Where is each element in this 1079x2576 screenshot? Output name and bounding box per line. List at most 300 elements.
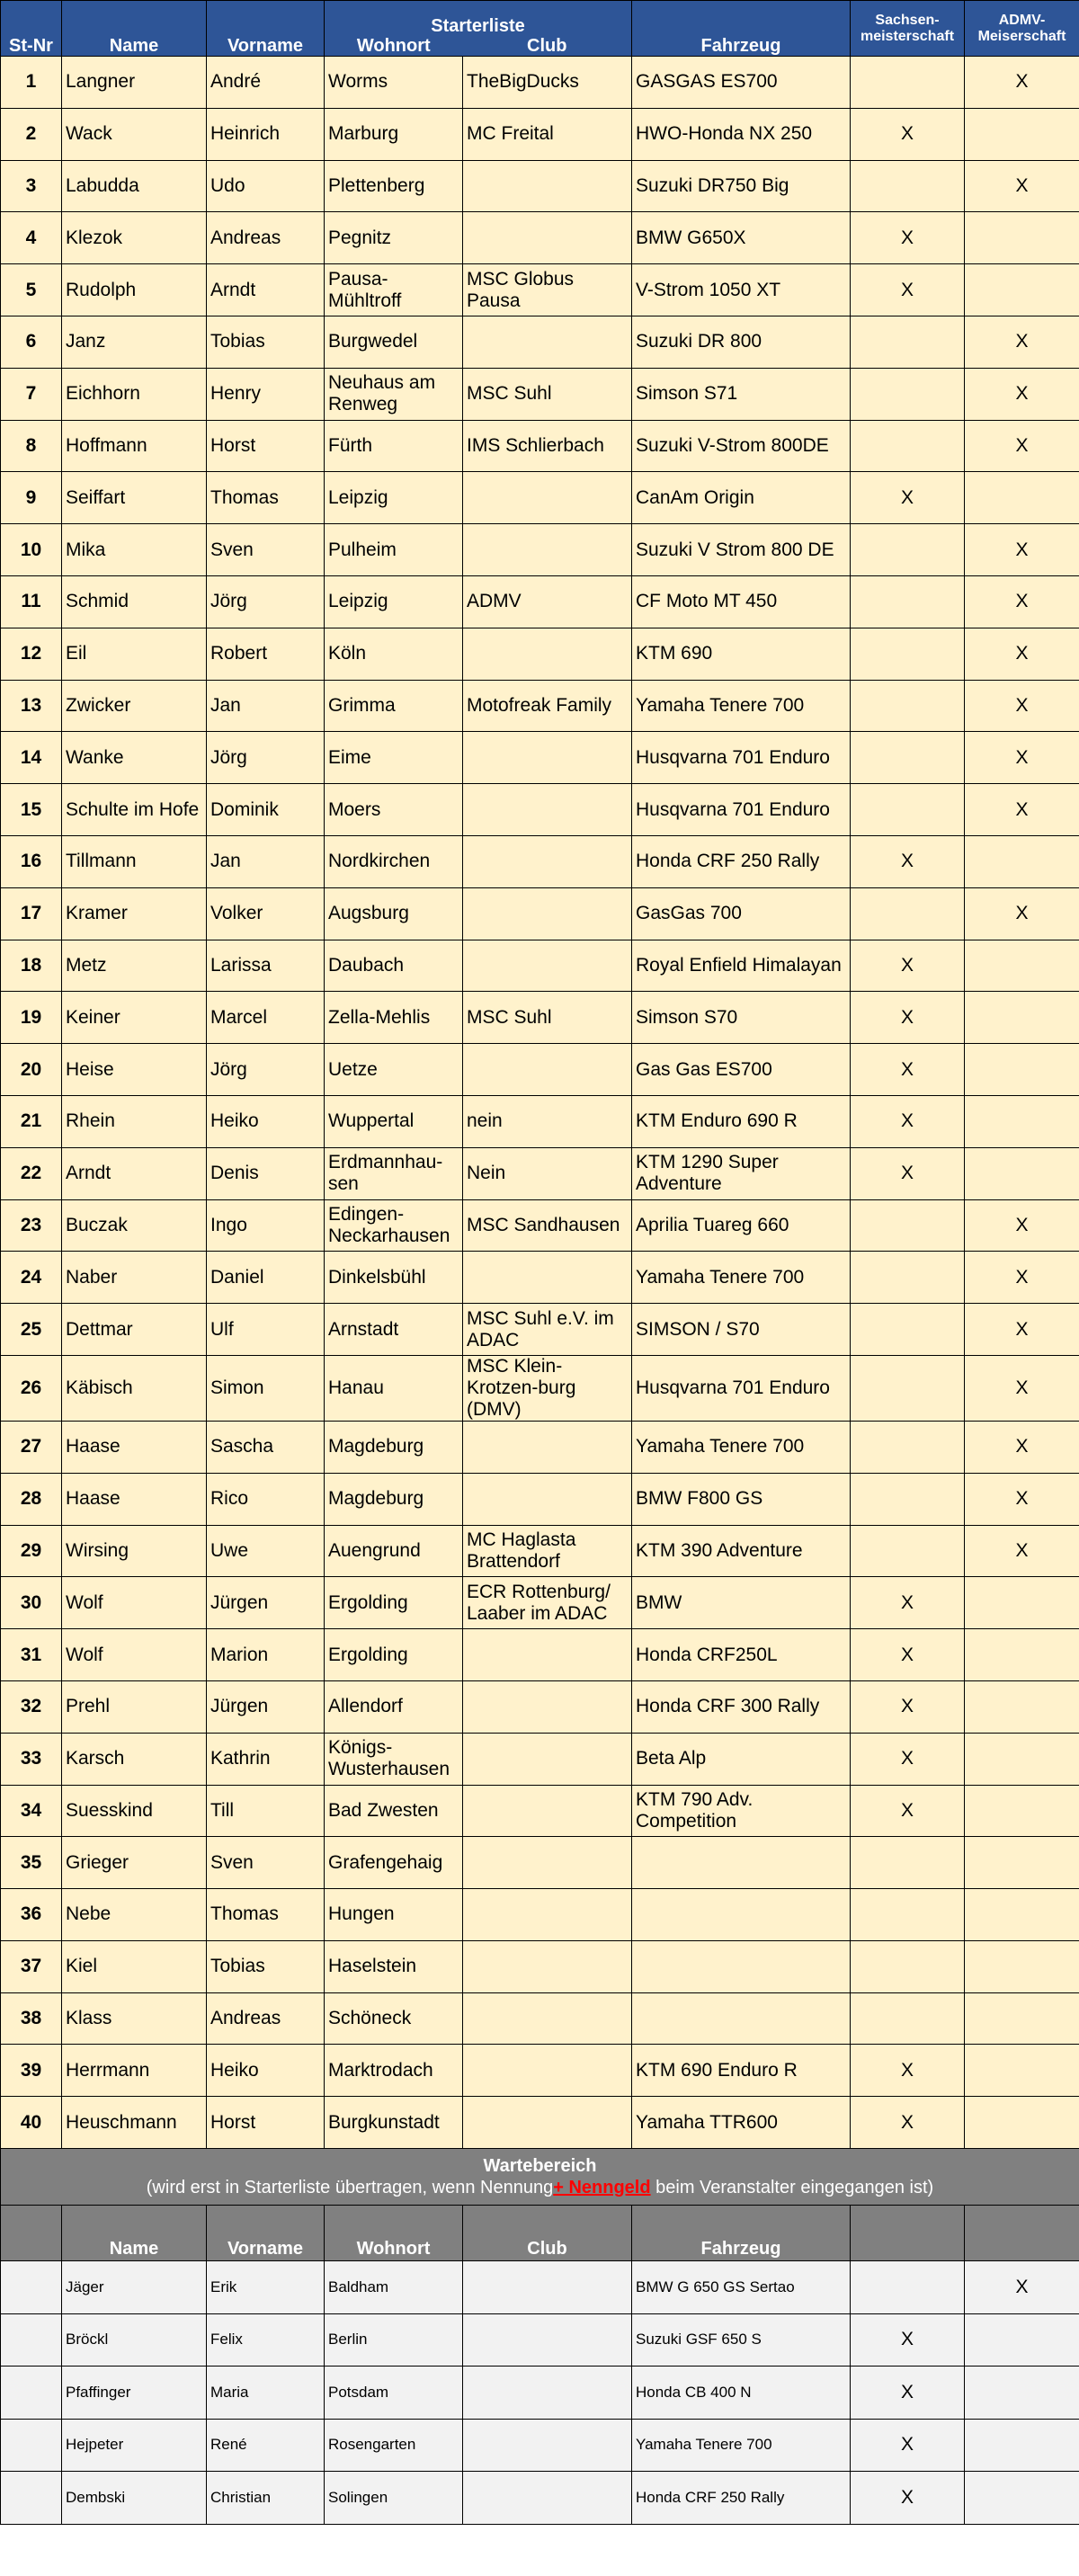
- cell-club[interactable]: [463, 2367, 632, 2420]
- cell-wohnort[interactable]: Pegnitz: [325, 212, 463, 264]
- cell-fahrzeug[interactable]: Aprilia Tuareg 660: [632, 1199, 851, 1252]
- waiting-col-vorname[interactable]: Vorname: [207, 2206, 325, 2261]
- cell-admv[interactable]: [965, 2313, 1079, 2367]
- cell-sachsen[interactable]: [851, 1355, 965, 1421]
- cell-wohnort[interactable]: Baldham: [325, 2261, 463, 2314]
- cell-fahrzeug[interactable]: Suzuki V Strom 800 DE: [632, 524, 851, 576]
- cell-wohnort[interactable]: Burgwedel: [325, 316, 463, 368]
- cell-club[interactable]: [463, 1680, 632, 1733]
- cell-vorname[interactable]: Marion: [207, 1629, 325, 1681]
- cell-club[interactable]: MC Haglasta Brattendorf: [463, 1525, 632, 1577]
- starter-row[interactable]: [1, 1577, 1079, 1629]
- cell-vorname[interactable]: Marcel: [207, 992, 325, 1044]
- starter-row[interactable]: [1, 57, 1079, 109]
- cell-wohnort[interactable]: Haselstein: [325, 1940, 463, 1992]
- cell-nr[interactable]: 17: [1, 887, 62, 940]
- starter-row[interactable]: [1, 1355, 1079, 1421]
- cell-club[interactable]: IMS Schlierbach: [463, 420, 632, 472]
- cell-fahrzeug[interactable]: Honda CRF 300 Rally: [632, 1680, 851, 1733]
- cell-fahrzeug[interactable]: Yamaha TTR600: [632, 2097, 851, 2149]
- cell-wohnort[interactable]: Solingen: [325, 2472, 463, 2525]
- starter-row[interactable]: [1, 2045, 1079, 2097]
- starter-row[interactable]: [1, 1837, 1079, 1889]
- cell-club[interactable]: nein: [463, 1095, 632, 1147]
- cell-name[interactable]: Dembski: [62, 2472, 207, 2525]
- cell-club[interactable]: [463, 212, 632, 264]
- cell-admv[interactable]: [965, 1785, 1079, 1837]
- cell-vorname[interactable]: Jürgen: [207, 1577, 325, 1629]
- cell-vorname[interactable]: André: [207, 57, 325, 109]
- cell-sachsen[interactable]: [851, 1473, 965, 1525]
- cell-nr[interactable]: 23: [1, 1199, 62, 1252]
- cell-club[interactable]: [463, 1940, 632, 1992]
- cell-admv[interactable]: [965, 1147, 1079, 1199]
- cell-vorname[interactable]: Larissa: [207, 940, 325, 992]
- cell-nr[interactable]: 5: [1, 264, 62, 316]
- cell-club[interactable]: [463, 732, 632, 784]
- cell-fahrzeug[interactable]: [632, 1889, 851, 1941]
- cell-club[interactable]: [463, 1044, 632, 1096]
- cell-admv[interactable]: X: [965, 524, 1079, 576]
- cell-sachsen[interactable]: X: [851, 1095, 965, 1147]
- cell-vorname[interactable]: Denis: [207, 1147, 325, 1199]
- cell-club[interactable]: [463, 1421, 632, 1473]
- waiting-col-fahrzeug[interactable]: Fahrzeug: [632, 2206, 851, 2261]
- cell-sachsen[interactable]: [851, 2261, 965, 2314]
- cell-name[interactable]: Karsch: [62, 1733, 207, 1785]
- cell-fahrzeug[interactable]: Husqvarna 701 Enduro: [632, 784, 851, 836]
- waiting-row[interactable]: [1, 2367, 1079, 2420]
- cell-wohnort[interactable]: Allendorf: [325, 1680, 463, 1733]
- starter-row[interactable]: [1, 212, 1079, 264]
- cell-wohnort[interactable]: Marktrodach: [325, 2045, 463, 2097]
- cell-vorname[interactable]: Sven: [207, 1837, 325, 1889]
- cell-wohnort[interactable]: Grimma: [325, 680, 463, 732]
- cell-admv[interactable]: [965, 1733, 1079, 1785]
- cell-fahrzeug[interactable]: Suzuki DR750 Big: [632, 160, 851, 212]
- cell-club[interactable]: [463, 1889, 632, 1941]
- cell-club[interactable]: MSC Suhl: [463, 368, 632, 420]
- cell-name[interactable]: Eil: [62, 628, 207, 680]
- cell-club[interactable]: [463, 835, 632, 887]
- cell-vorname[interactable]: Horst: [207, 420, 325, 472]
- cell-sachsen[interactable]: [851, 1304, 965, 1356]
- cell-wohnort[interactable]: Leipzig: [325, 575, 463, 628]
- cell-vorname[interactable]: Ingo: [207, 1199, 325, 1252]
- cell-name[interactable]: Rhein: [62, 1095, 207, 1147]
- starter-row[interactable]: [1, 1785, 1079, 1837]
- cell-name[interactable]: Wolf: [62, 1629, 207, 1681]
- cell-sachsen[interactable]: X: [851, 1733, 965, 1785]
- cell-name[interactable]: Wirsing: [62, 1525, 207, 1577]
- starter-row[interactable]: [1, 992, 1079, 1044]
- cell-name[interactable]: Eichhorn: [62, 368, 207, 420]
- cell-nr[interactable]: 22: [1, 1147, 62, 1199]
- cell-nr[interactable]: 36: [1, 1889, 62, 1941]
- cell-sachsen[interactable]: X: [851, 1680, 965, 1733]
- cell-nr[interactable]: 29: [1, 1525, 62, 1577]
- cell-vorname[interactable]: Heiko: [207, 1095, 325, 1147]
- cell-sachsen[interactable]: [851, 1889, 965, 1941]
- cell-nr[interactable]: 31: [1, 1629, 62, 1681]
- cell-name[interactable]: Prehl: [62, 1680, 207, 1733]
- cell-empty[interactable]: [1, 2472, 62, 2525]
- cell-fahrzeug[interactable]: [632, 1992, 851, 2045]
- cell-admv[interactable]: X: [965, 732, 1079, 784]
- cell-fahrzeug[interactable]: KTM 1290 Super Adventure: [632, 1147, 851, 1199]
- cell-fahrzeug[interactable]: CanAm Origin: [632, 472, 851, 524]
- cell-wohnort[interactable]: Leipzig: [325, 472, 463, 524]
- cell-wohnort[interactable]: Schöneck: [325, 1992, 463, 2045]
- cell-wohnort[interactable]: Uetze: [325, 1044, 463, 1096]
- cell-nr[interactable]: 15: [1, 784, 62, 836]
- cell-wohnort[interactable]: Burgkunstadt: [325, 2097, 463, 2149]
- cell-admv[interactable]: [965, 2097, 1079, 2149]
- waiting-row[interactable]: [1, 2419, 1079, 2472]
- cell-fahrzeug[interactable]: Suzuki V-Strom 800DE: [632, 420, 851, 472]
- cell-admv[interactable]: X: [965, 1473, 1079, 1525]
- starter-row[interactable]: [1, 1992, 1079, 2045]
- cell-wohnort[interactable]: Daubach: [325, 940, 463, 992]
- waiting-row[interactable]: [1, 2472, 1079, 2525]
- cell-sachsen[interactable]: [851, 575, 965, 628]
- col-header-admv[interactable]: ADMV-Meiserschaft: [965, 1, 1079, 57]
- cell-sachsen[interactable]: X: [851, 2045, 965, 2097]
- cell-nr[interactable]: 19: [1, 992, 62, 1044]
- cell-fahrzeug[interactable]: Simson S71: [632, 368, 851, 420]
- starter-row[interactable]: [1, 940, 1079, 992]
- cell-admv[interactable]: [965, 1577, 1079, 1629]
- starter-row[interactable]: [1, 887, 1079, 940]
- cell-admv[interactable]: X: [965, 2261, 1079, 2314]
- cell-name[interactable]: Nebe: [62, 1889, 207, 1941]
- cell-admv[interactable]: [965, 1940, 1079, 1992]
- starter-row[interactable]: [1, 784, 1079, 836]
- cell-admv[interactable]: X: [965, 368, 1079, 420]
- cell-vorname[interactable]: Jörg: [207, 575, 325, 628]
- cell-club[interactable]: [463, 1785, 632, 1837]
- cell-wohnort[interactable]: Pausa-Mühltroff: [325, 264, 463, 316]
- cell-fahrzeug[interactable]: GasGas 700: [632, 887, 851, 940]
- cell-nr[interactable]: 4: [1, 212, 62, 264]
- cell-wohnort[interactable]: Bad Zwesten: [325, 1785, 463, 1837]
- cell-sachsen[interactable]: [851, 160, 965, 212]
- cell-wohnort[interactable]: Ergolding: [325, 1629, 463, 1681]
- cell-vorname[interactable]: Jan: [207, 835, 325, 887]
- cell-wohnort[interactable]: Dinkelsbühl: [325, 1252, 463, 1304]
- cell-nr[interactable]: 8: [1, 420, 62, 472]
- cell-club[interactable]: [463, 524, 632, 576]
- cell-fahrzeug[interactable]: Gas Gas ES700: [632, 1044, 851, 1096]
- cell-name[interactable]: Schulte im Hofe: [62, 784, 207, 836]
- cell-nr[interactable]: 11: [1, 575, 62, 628]
- cell-fahrzeug[interactable]: SIMSON / S70: [632, 1304, 851, 1356]
- cell-sachsen[interactable]: X: [851, 2367, 965, 2420]
- cell-club[interactable]: Motofreak Family: [463, 680, 632, 732]
- cell-sachsen[interactable]: X: [851, 212, 965, 264]
- starter-row[interactable]: [1, 524, 1079, 576]
- starter-row[interactable]: [1, 160, 1079, 212]
- cell-club[interactable]: MSC Suhl: [463, 992, 632, 1044]
- waiting-row[interactable]: [1, 2313, 1079, 2367]
- cell-sachsen[interactable]: [851, 368, 965, 420]
- cell-admv[interactable]: X: [965, 57, 1079, 109]
- cell-sachsen[interactable]: [851, 732, 965, 784]
- cell-fahrzeug[interactable]: V-Strom 1050 XT: [632, 264, 851, 316]
- cell-vorname[interactable]: Horst: [207, 2097, 325, 2149]
- starter-row[interactable]: [1, 1940, 1079, 1992]
- cell-vorname[interactable]: Jörg: [207, 1044, 325, 1096]
- starter-row[interactable]: [1, 1889, 1079, 1941]
- cell-wohnort[interactable]: Hanau: [325, 1355, 463, 1421]
- cell-sachsen[interactable]: X: [851, 1785, 965, 1837]
- cell-name[interactable]: Heuschmann: [62, 2097, 207, 2149]
- cell-club[interactable]: [463, 2313, 632, 2367]
- cell-club[interactable]: TheBigDucks: [463, 57, 632, 109]
- cell-vorname[interactable]: René: [207, 2419, 325, 2472]
- cell-admv[interactable]: [965, 1889, 1079, 1941]
- cell-wohnort[interactable]: Berlin: [325, 2313, 463, 2367]
- cell-sachsen[interactable]: [851, 1940, 965, 1992]
- cell-empty[interactable]: [1, 2313, 62, 2367]
- cell-wohnort[interactable]: Fürth: [325, 420, 463, 472]
- cell-vorname[interactable]: Sven: [207, 524, 325, 576]
- cell-admv[interactable]: X: [965, 1252, 1079, 1304]
- cell-admv[interactable]: [965, 992, 1079, 1044]
- starter-row[interactable]: [1, 108, 1079, 160]
- cell-club[interactable]: [463, 160, 632, 212]
- cell-club[interactable]: MSC Globus Pausa: [463, 264, 632, 316]
- cell-vorname[interactable]: Jürgen: [207, 1680, 325, 1733]
- cell-name[interactable]: Bröckl: [62, 2313, 207, 2367]
- cell-fahrzeug[interactable]: GASGAS ES700: [632, 57, 851, 109]
- cell-name[interactable]: Langner: [62, 57, 207, 109]
- cell-sachsen[interactable]: X: [851, 1629, 965, 1681]
- cell-fahrzeug[interactable]: HWO-Honda NX 250: [632, 108, 851, 160]
- cell-wohnort[interactable]: Plettenberg: [325, 160, 463, 212]
- cell-nr[interactable]: 2: [1, 108, 62, 160]
- cell-fahrzeug[interactable]: Honda CRF 250 Rally: [632, 2472, 851, 2525]
- waiting-col-wohnort[interactable]: Wohnort: [325, 2206, 463, 2261]
- cell-name[interactable]: Suesskind: [62, 1785, 207, 1837]
- cell-vorname[interactable]: Dominik: [207, 784, 325, 836]
- cell-wohnort[interactable]: Zella-Mehlis: [325, 992, 463, 1044]
- cell-fahrzeug[interactable]: Simson S70: [632, 992, 851, 1044]
- cell-fahrzeug[interactable]: Suzuki DR 800: [632, 316, 851, 368]
- cell-vorname[interactable]: Heinrich: [207, 108, 325, 160]
- cell-club[interactable]: [463, 887, 632, 940]
- cell-name[interactable]: Kiel: [62, 1940, 207, 1992]
- cell-fahrzeug[interactable]: KTM 690 Enduro R: [632, 2045, 851, 2097]
- cell-name[interactable]: Hoffmann: [62, 420, 207, 472]
- cell-name[interactable]: Arndt: [62, 1147, 207, 1199]
- cell-nr[interactable]: 18: [1, 940, 62, 992]
- cell-name[interactable]: Naber: [62, 1252, 207, 1304]
- cell-sachsen[interactable]: X: [851, 940, 965, 992]
- cell-wohnort[interactable]: Hungen: [325, 1889, 463, 1941]
- cell-sachsen[interactable]: [851, 1992, 965, 2045]
- cell-vorname[interactable]: Rico: [207, 1473, 325, 1525]
- cell-vorname[interactable]: Felix: [207, 2313, 325, 2367]
- cell-sachsen[interactable]: X: [851, 1577, 965, 1629]
- cell-admv[interactable]: X: [965, 1525, 1079, 1577]
- cell-nr[interactable]: 40: [1, 2097, 62, 2149]
- cell-name[interactable]: Metz: [62, 940, 207, 992]
- cell-fahrzeug[interactable]: BMW G 650 GS Sertao: [632, 2261, 851, 2314]
- cell-sachsen[interactable]: [851, 524, 965, 576]
- cell-nr[interactable]: 7: [1, 368, 62, 420]
- cell-sachsen[interactable]: [851, 420, 965, 472]
- cell-fahrzeug[interactable]: BMW F800 GS: [632, 1473, 851, 1525]
- cell-vorname[interactable]: Tobias: [207, 1940, 325, 1992]
- cell-name[interactable]: Hejpeter: [62, 2419, 207, 2472]
- cell-club[interactable]: [463, 784, 632, 836]
- cell-nr[interactable]: 38: [1, 1992, 62, 2045]
- cell-admv[interactable]: [965, 1992, 1079, 2045]
- cell-vorname[interactable]: Andreas: [207, 212, 325, 264]
- cell-fahrzeug[interactable]: KTM 690: [632, 628, 851, 680]
- starter-row[interactable]: [1, 1252, 1079, 1304]
- cell-nr[interactable]: 9: [1, 472, 62, 524]
- col-header-vorname[interactable]: Vorname: [207, 1, 325, 57]
- cell-admv[interactable]: X: [965, 1421, 1079, 1473]
- cell-admv[interactable]: [965, 264, 1079, 316]
- starter-row[interactable]: [1, 1421, 1079, 1473]
- cell-sachsen[interactable]: [851, 1837, 965, 1889]
- cell-admv[interactable]: [965, 940, 1079, 992]
- cell-nr[interactable]: 25: [1, 1304, 62, 1356]
- cell-vorname[interactable]: Simon: [207, 1355, 325, 1421]
- cell-name[interactable]: Käbisch: [62, 1355, 207, 1421]
- col-header-wohnort[interactable]: Wohnort: [356, 36, 431, 56]
- cell-name[interactable]: Jäger: [62, 2261, 207, 2314]
- cell-sachsen[interactable]: [851, 887, 965, 940]
- cell-club[interactable]: MSC Sandhausen: [463, 1199, 632, 1252]
- cell-wohnort[interactable]: Grafengehaig: [325, 1837, 463, 1889]
- cell-sachsen[interactable]: [851, 1525, 965, 1577]
- cell-vorname[interactable]: Thomas: [207, 472, 325, 524]
- cell-vorname[interactable]: Christian: [207, 2472, 325, 2525]
- starter-row[interactable]: [1, 1733, 1079, 1785]
- cell-wohnort[interactable]: Ergolding: [325, 1577, 463, 1629]
- cell-fahrzeug[interactable]: Suzuki GSF 650 S: [632, 2313, 851, 2367]
- starter-row[interactable]: [1, 264, 1079, 316]
- cell-vorname[interactable]: Tobias: [207, 316, 325, 368]
- cell-nr[interactable]: 16: [1, 835, 62, 887]
- cell-admv[interactable]: [965, 1044, 1079, 1096]
- cell-admv[interactable]: X: [965, 1355, 1079, 1421]
- cell-nr[interactable]: 27: [1, 1421, 62, 1473]
- cell-nr[interactable]: 10: [1, 524, 62, 576]
- cell-vorname[interactable]: Daniel: [207, 1252, 325, 1304]
- cell-fahrzeug[interactable]: BMW: [632, 1577, 851, 1629]
- cell-name[interactable]: Dettmar: [62, 1304, 207, 1356]
- cell-vorname[interactable]: Jan: [207, 680, 325, 732]
- cell-sachsen[interactable]: X: [851, 108, 965, 160]
- cell-vorname[interactable]: Volker: [207, 887, 325, 940]
- cell-wohnort[interactable]: Magdeburg: [325, 1421, 463, 1473]
- cell-vorname[interactable]: Sascha: [207, 1421, 325, 1473]
- cell-name[interactable]: Janz: [62, 316, 207, 368]
- cell-club[interactable]: MC Freital: [463, 108, 632, 160]
- cell-admv[interactable]: [965, 1095, 1079, 1147]
- starter-row[interactable]: [1, 368, 1079, 420]
- cell-wohnort[interactable]: Augsburg: [325, 887, 463, 940]
- starter-row[interactable]: [1, 1044, 1079, 1096]
- cell-sachsen[interactable]: [851, 1199, 965, 1252]
- starter-row[interactable]: [1, 835, 1079, 887]
- starter-row[interactable]: [1, 472, 1079, 524]
- cell-nr[interactable]: 26: [1, 1355, 62, 1421]
- col-header-sachsen[interactable]: Sachsen-meisterschaft: [851, 1, 965, 57]
- cell-name[interactable]: Klezok: [62, 212, 207, 264]
- starter-row[interactable]: [1, 1199, 1079, 1252]
- cell-admv[interactable]: X: [965, 784, 1079, 836]
- cell-club[interactable]: [463, 2045, 632, 2097]
- cell-admv[interactable]: [965, 2367, 1079, 2420]
- cell-name[interactable]: Buczak: [62, 1199, 207, 1252]
- cell-vorname[interactable]: Maria: [207, 2367, 325, 2420]
- cell-fahrzeug[interactable]: Husqvarna 701 Enduro: [632, 732, 851, 784]
- cell-nr[interactable]: 37: [1, 1940, 62, 1992]
- cell-club[interactable]: [463, 2419, 632, 2472]
- cell-admv[interactable]: X: [965, 887, 1079, 940]
- cell-name[interactable]: Rudolph: [62, 264, 207, 316]
- cell-nr[interactable]: 34: [1, 1785, 62, 1837]
- cell-sachsen[interactable]: X: [851, 472, 965, 524]
- cell-sachsen[interactable]: X: [851, 1044, 965, 1096]
- cell-fahrzeug[interactable]: Honda CRF 250 Rally: [632, 835, 851, 887]
- cell-fahrzeug[interactable]: Yamaha Tenere 700: [632, 2419, 851, 2472]
- starter-row[interactable]: [1, 1680, 1079, 1733]
- cell-admv[interactable]: [965, 2045, 1079, 2097]
- cell-vorname[interactable]: Till: [207, 1785, 325, 1837]
- starter-row[interactable]: [1, 1629, 1079, 1681]
- cell-name[interactable]: Klass: [62, 1992, 207, 2045]
- cell-vorname[interactable]: Arndt: [207, 264, 325, 316]
- cell-nr[interactable]: 33: [1, 1733, 62, 1785]
- cell-name[interactable]: Wanke: [62, 732, 207, 784]
- cell-admv[interactable]: X: [965, 575, 1079, 628]
- cell-name[interactable]: Kramer: [62, 887, 207, 940]
- cell-admv[interactable]: [965, 1837, 1079, 1889]
- cell-sachsen[interactable]: [851, 784, 965, 836]
- cell-name[interactable]: Haase: [62, 1473, 207, 1525]
- cell-sachsen[interactable]: X: [851, 1147, 965, 1199]
- cell-nr[interactable]: 39: [1, 2045, 62, 2097]
- cell-nr[interactable]: 6: [1, 316, 62, 368]
- col-header-name[interactable]: Name: [62, 1, 207, 57]
- starter-row[interactable]: [1, 575, 1079, 628]
- cell-admv[interactable]: [965, 2472, 1079, 2525]
- cell-club[interactable]: [463, 2472, 632, 2525]
- cell-fahrzeug[interactable]: Husqvarna 701 Enduro: [632, 1355, 851, 1421]
- cell-vorname[interactable]: Heiko: [207, 2045, 325, 2097]
- cell-fahrzeug[interactable]: KTM 390 Adventure: [632, 1525, 851, 1577]
- cell-club[interactable]: [463, 1992, 632, 2045]
- cell-admv[interactable]: [965, 1680, 1079, 1733]
- cell-sachsen[interactable]: [851, 57, 965, 109]
- cell-fahrzeug[interactable]: Royal Enfield Himalayan: [632, 940, 851, 992]
- cell-sachsen[interactable]: [851, 628, 965, 680]
- cell-vorname[interactable]: Udo: [207, 160, 325, 212]
- cell-wohnort[interactable]: Edingen-Neckarhausen: [325, 1199, 463, 1252]
- cell-name[interactable]: Wolf: [62, 1577, 207, 1629]
- cell-vorname[interactable]: Jörg: [207, 732, 325, 784]
- cell-nr[interactable]: 21: [1, 1095, 62, 1147]
- cell-vorname[interactable]: Ulf: [207, 1304, 325, 1356]
- cell-admv[interactable]: X: [965, 420, 1079, 472]
